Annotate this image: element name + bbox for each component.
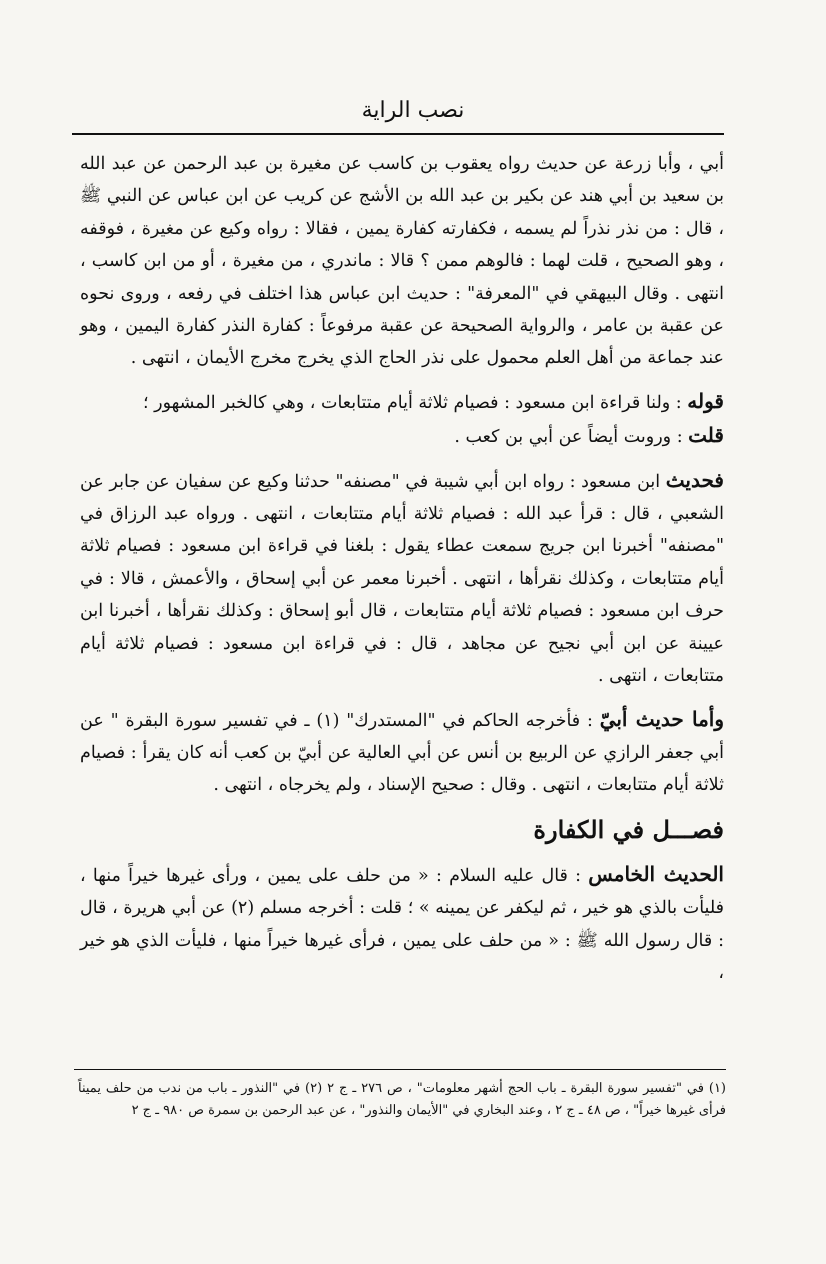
paragraph-4 xyxy=(80,464,724,693)
paragraph-text: : ولنا قراءة ابن مسعود : فصيام ثلاثة أيام متتابعات ، وهي كالخبر المشهور ؛ xyxy=(143,392,682,413)
paragraph-text: ابن مسعود : رواه ابن أبي شيبة في "مصنفه" حدثنا وكيع عن سفيان عن جابر عن الشعبي ، قال : قرأ عبد الله : فصيام ثلاثة أيام متتابعات ، انتهى . ورواه عبد الرزاق في "مصنفه" أخبرنا ابن جريج سمعت عطاء يقول : بلغنا في قراءة ابن مسعود : فصيام ثلاثة أيام متتابعات ، وكذلك نقرأها ، انتهى . أخبرنا معمر عن أبي إسحاق ، والأعمش ، قالا : في حرف ابن مسعود : فصيام ثلاثة أيام متتابعات ، قال أبو إسحاق : وكذلك نقرأها ، أخبرنا ابن عيينة عن ابن أبي نجيح عن مجاهد ، قال : في قراءة ابن مسعود : فصيام ثلاثة أيام متتابعات ، انتهى . xyxy=(80,471,724,687)
section-title: فصـــل في الكفارة xyxy=(533,814,724,844)
hadith-lead: الحديث الخامس xyxy=(588,861,724,886)
header-rule xyxy=(72,133,724,135)
paragraph-lead: وأما حديث أبيّ xyxy=(599,706,724,731)
paragraph-lead: قلت xyxy=(688,423,724,448)
paragraph-lead: قوله xyxy=(687,388,724,413)
paragraph-1 xyxy=(80,148,724,375)
paragraph-2 xyxy=(80,385,724,419)
running-head: نصب الراية xyxy=(361,98,465,123)
hadith-paragraph xyxy=(80,858,724,990)
hadith-text: : قال عليه السلام : « من حلف على يمين ، ورأى غيرها خيراً منها ، فليأت بالذي هو خير ، ثم ليكفر عن يمينه » ؛ قلت : أخرجه مسلم (٢) عن أبي هريرة ، قال : قال رسول الله ﷺ : « من حلف على يمين ، فرأى غيرها خيراً منها ، فليأت الذي هو خير ، xyxy=(80,865,724,983)
paragraph-5 xyxy=(80,703,724,802)
body-text xyxy=(80,148,724,989)
footnote-rule xyxy=(74,1069,726,1070)
footnote-text: (١) في "تفسير سورة البقرة ـ باب الحج أشهر معلومات" ، ص ٢٧٦ ـ ج ٢ (٢) في "النذور ـ باب من ندب من حلف يميناً فرأى غيرها خيراً" ، ص ٤٨ ـ ج ٢ ، وعند البخاري في "الأيمان والنذور" ، عن عبد الرحمن بن سمرة ص ٩٨٠ ـ ج ٢ xyxy=(78,1081,726,1118)
paragraph-lead: فحديث xyxy=(665,467,724,492)
footnotes xyxy=(78,1078,726,1122)
paragraph-3 xyxy=(80,419,724,453)
paragraph-text: : وروىت أيضاً عن أبي بن كعب . xyxy=(454,427,683,448)
paragraph-text: : فأخرجه الحاكم في "المستدرك" (١) ـ في تفسير سورة البقرة " عن أبي جعفر الرازي عن الربيع بن أنس عن أبي العالية عن أبيّ بن كعب أنه كان يقرأ : فصيام ثلاثة أيام متتابعات ، انتهى . وقال : صحيح الإسناد ، ولم يخرجاه ، انتهى . xyxy=(80,710,724,796)
paragraph-text: أبي ، وأبا زرعة عن حديث رواه يعقوب بن كاسب عن مغيرة بن عبد الرحمن عن عبد الله بن سعيد بن أبي هند عن بكير بن عبد الله بن الأشج عن كريب عن ابن عباس عن النبي ﷺ ، قال : من نذر نذراً لم يسمه ، فكفارته كفارة يمين ، فقالا : رواه وكيع عن مغيرة ، فوقفه ، وهو الصحيح ، قلت لهما : فالوهم ممن ؟ قالا : ماندري ، من مغيرة ، أو من ابن كاسب ، انتهى . وقال البيهقي في "المعرفة" : حديث ابن عباس هذا اختلف في رفعه ، وروى نحوه عن عقبة بن عامر ، والرواية الصحيحة عن عقبة مرفوعاً : كفارة النذر كفارة اليمين ، وهو عند جماعة من أهل العلم محمول على نذر الحاج الذي يخرج مخرج الأيمان ، انتهى . xyxy=(80,154,724,369)
